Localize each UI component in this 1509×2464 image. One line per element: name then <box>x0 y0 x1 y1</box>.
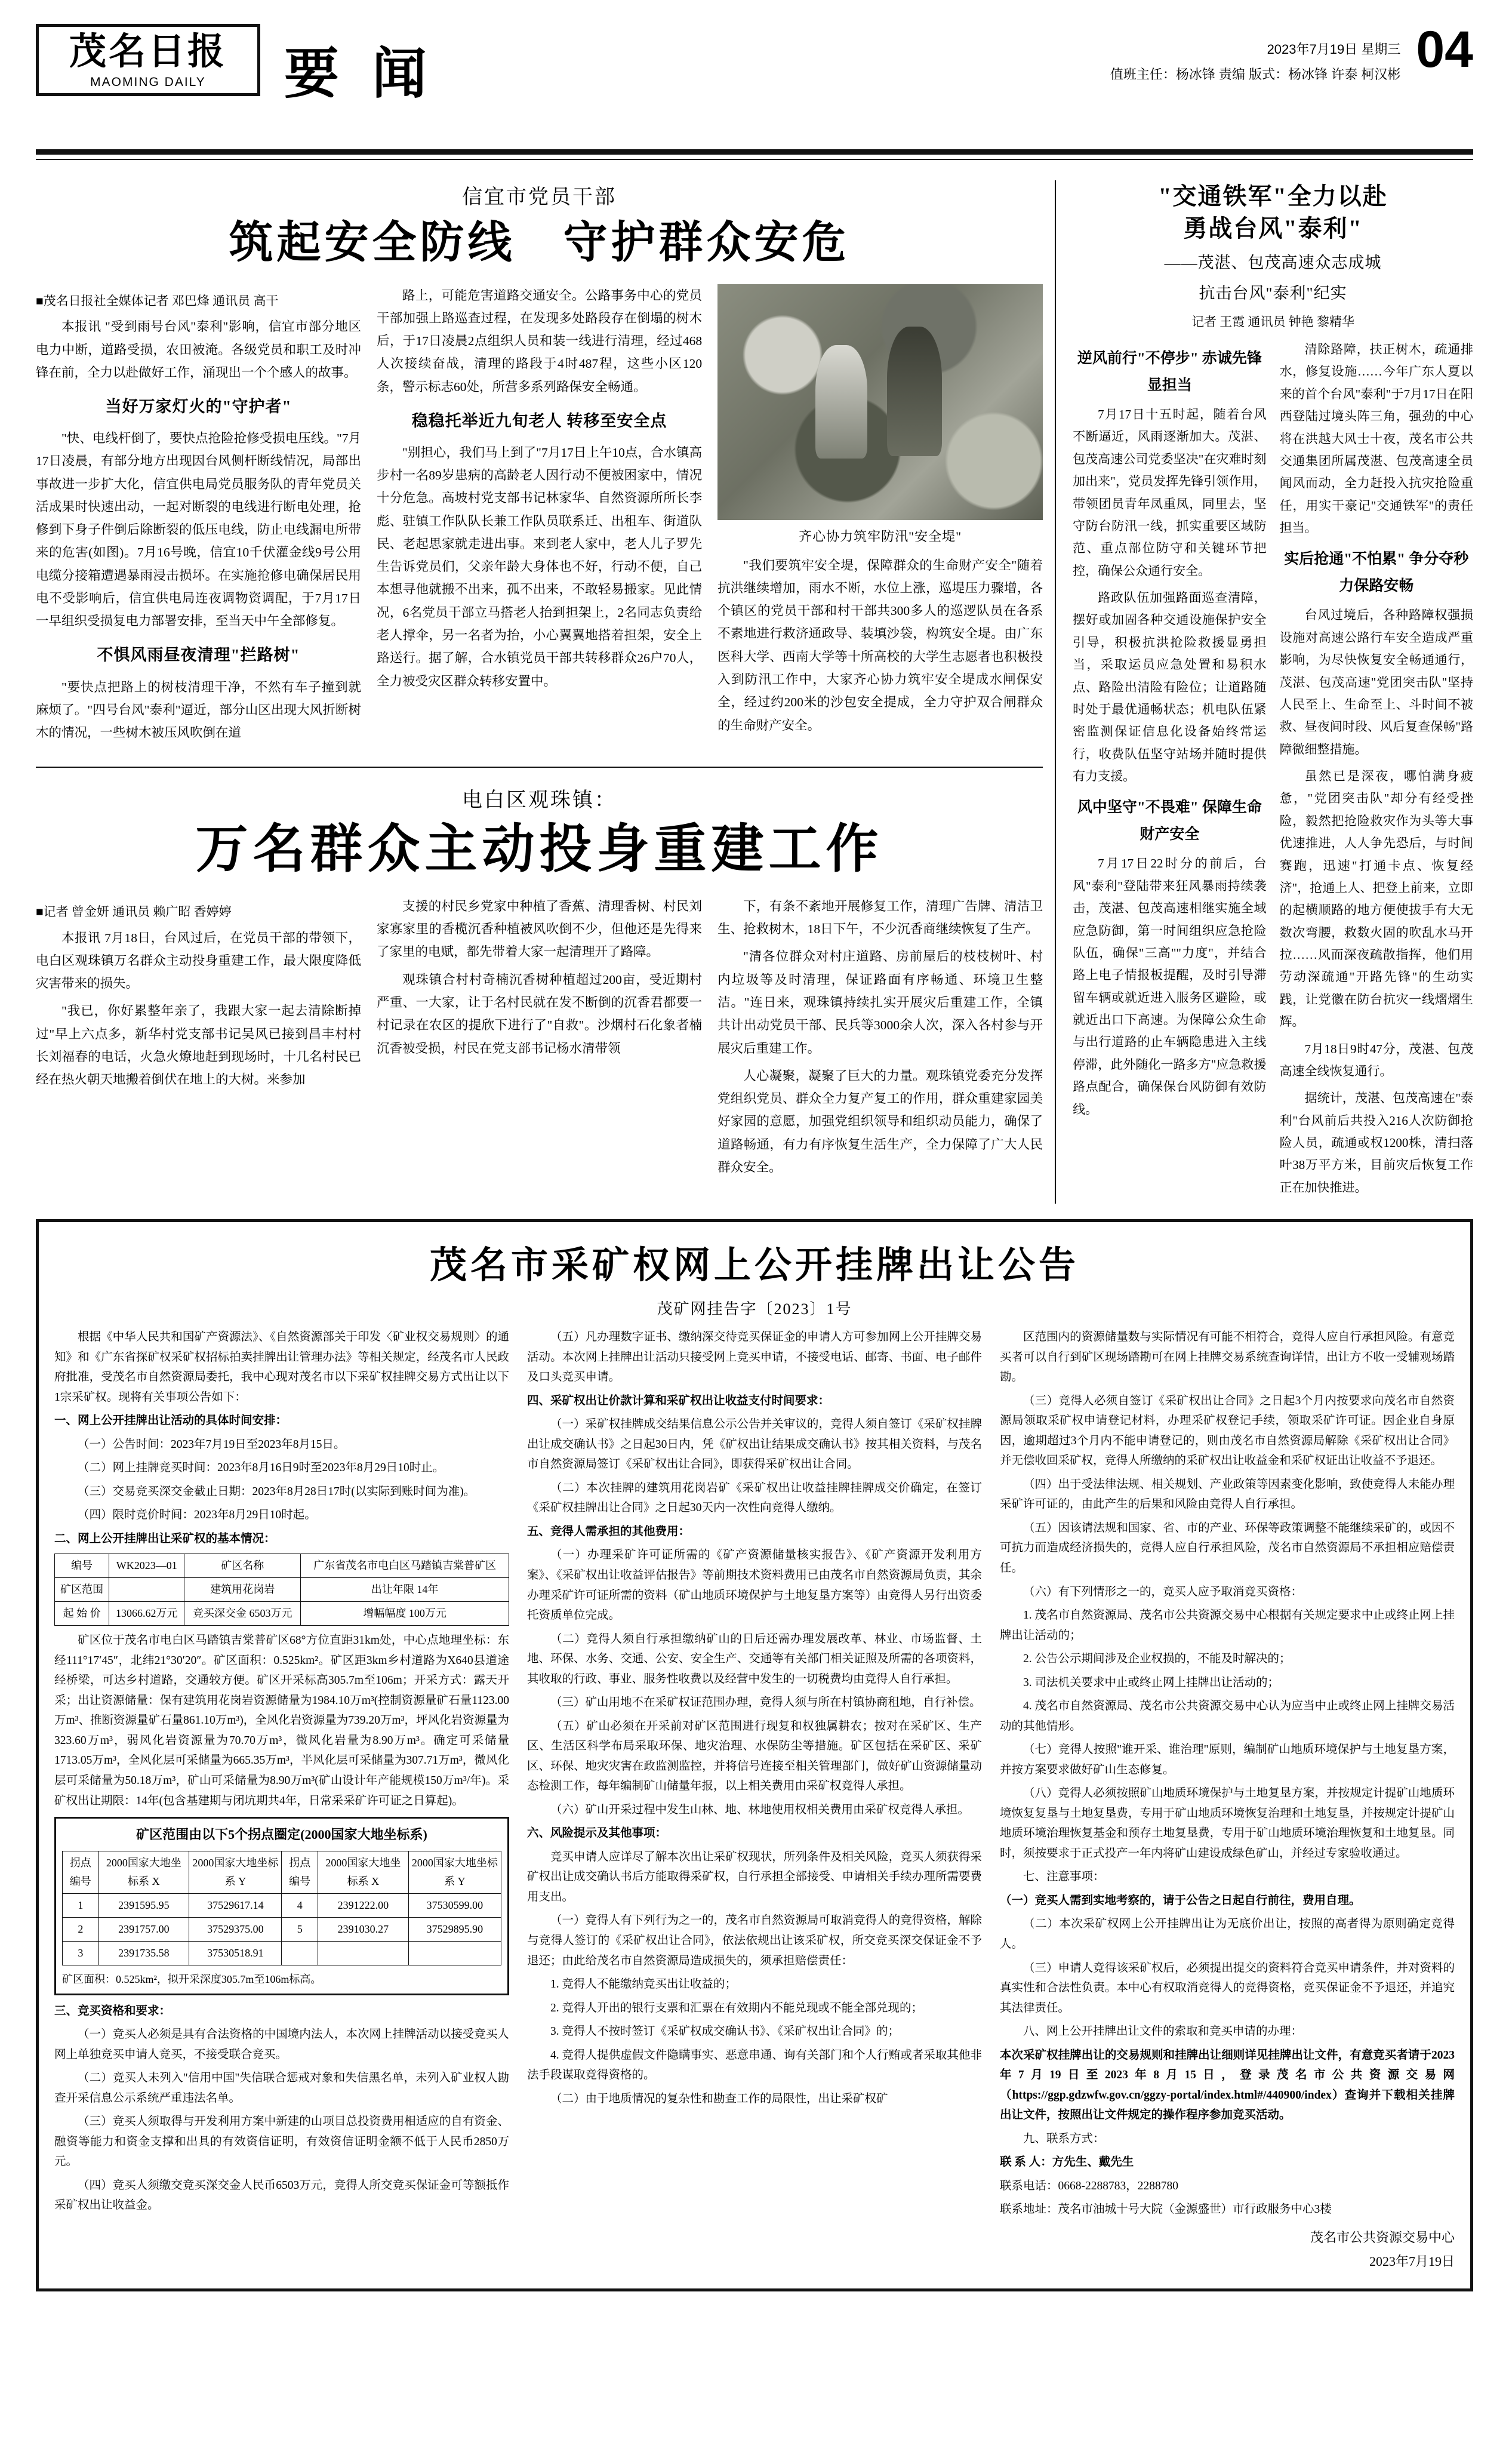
lead-kicker: 信宜市党员干部 <box>462 186 617 208</box>
notice-c2-p14: 4. 竞得人提供虚假文件隐瞒事实、恶意串通、询有关部门和个人行贿或者采取其他非法手段谋取竞得资格的。 <box>527 2048 982 2082</box>
notice-c2-p15: （二）由于地质情况的复杂性和勘查工作的局限性，出让采矿权矿 <box>550 2092 888 2105</box>
right-story <box>1055 180 1473 1204</box>
coord-r2c2: 2391757.00 <box>98 1917 189 1941</box>
notice-c2-h1: 四、采矿权出让价款计算和采矿权出让收益支付时间要求： <box>527 1394 830 1407</box>
second-p6: "清各位群众对村庄道路、房前屋后的枝枝树叶、村内垃圾等及时清理，保证路面有序畅通、环境卫生整洁。"连日来，观珠镇持续扎实开展灾后重建工作，全镇共计出动党员干部、民兵等3000余人次，深入各村参与开展灾后重建工作。 <box>717 949 1043 1056</box>
lead-after-photo-p1: "我们要筑牢安全堤，保障群众的生命财产安全"随着抗洪继续增加，雨水不断，水位上涨，巡堤压力骤增，各个镇区的党员干部和村干部共300多人的巡逻队员在各系不素地进行救济通政导、装填沙袋，构筑安全堤。由广东医科大学、西南大学等十所高校的大学生志愿者也积极投入到防汛工作中，大家齐心协力筑牢安全堤成水闸保安全，经过约200米的沙包安全提成，全力守护双合闸群众的生命财产安全。 <box>717 558 1043 733</box>
second-story <box>36 767 1043 1183</box>
coordinate-table <box>62 1851 501 1965</box>
notice-c2-p10: （一）竞得人有下列行为之一的，茂名市自然资源局可取消竞得人的竞得资格，解除与竞得人签订的《采矿权出让合同》，依法依规出让该采矿权，所交竞买深交保证金不予退还；由此给茂名市自然资源局造成损失的，须承担赔偿责任： <box>527 1914 982 1967</box>
notice-c3-p15: 八、网上公开挂牌出让文件的索取和竞买申请的办理： <box>1023 2025 1303 2038</box>
right-sub3-p3: 7月18日9时47分，茂湛、包茂高速全线恢复通行。 <box>1279 1041 1473 1078</box>
lead-sub1-p1: "快、电线杆倒了，要快点抢险抢修受损电压线。"7月17日凌晨，有部分地方出现因台风侧杆断线情况，局部出事故进一步扩大化，信宜供电局党员服务队的青年党员关活成果时快速出动，一起对断裂的电线进行断电处理，抢修到下身子件倒后除断裂的低压电线，防止电线漏电所带来的危害(如图)。7月16号晚，信宜10千伏灌金线9号公用电缆分接箱遭遇暴雨浸击损坏。在实施抢修电确保居民用电不受影响后，信宜供电局连夜调物资调配，于7月17日一早组织受损复电力部署安排，至当天中午全部修复。 <box>36 431 362 629</box>
coord-r2c5: 2391030.27 <box>318 1917 409 1941</box>
coord-r3c2: 2391735.58 <box>98 1941 189 1965</box>
coord-h1: 拐点编号 <box>63 1851 99 1893</box>
public-notice <box>36 1219 1473 2291</box>
notice-c1-p1: 根据《中华人民共和国矿产资源法》、《自然资源部关于印发〈矿业权交易规则〉的通知》和《广东省探矿权采矿权招标拍卖挂牌出让管理办法》等相关规定，经茂名市人民政府批准，受茂名市自然资源局委托，我中心现对茂名市以下采矿权挂牌交易方式出让以下1宗采矿权。现将有关事项公告如下： <box>54 1331 509 1404</box>
notice-c2-p9: 竞买申请人应详尽了解本次出让采矿权现状，所列条件及相关风险，竞买人须获得采矿权出让成交确认书后方能取得采矿权，自行承担全部接受、申请相关手续办理所需要费用支出。 <box>527 1850 982 1903</box>
page-content <box>0 180 1509 1204</box>
second-p2: "我已，你好累整年亲了，我跟大家一起去清除断掉过"早上六点多，新华村党支部书记吴风已接到昌丰村村长刘福春的电话，火急火燎地赶到现场时，十几名村民已经在热火朝天地搬着倒伏在地上的大树。来参加 <box>36 1004 362 1087</box>
notice-c3-p5: （六）有下列情形之一的，竞买人应予取消竞买资格： <box>1023 1585 1303 1598</box>
notice-org: 茂名市公共资源交易中心 <box>1310 2229 1455 2245</box>
second-kicker: 电白区观珠镇： <box>462 789 617 812</box>
notice-c3-h1: （一）竞买人需到实地考察的，请于公告之日起自行前往，费用自理。 <box>1000 1894 1361 1907</box>
lead-sub2: 不惧风雨昼夜清理"拦路树" <box>97 646 300 665</box>
second-p4: 观珠镇合村村奇楠沉香树种植超过200亩，受近期村严重、一大家，让于名村民就在发不断倒的沉香君都要一村记录在农区的提欣下进行了"自救"。沙烟村石化象者楠沉香被受损，村民在党支部书记杨水清带领 <box>377 972 703 1056</box>
second-p3: 支援的村民乡党家中种植了香蕉、清理香树、村民刘家寡家里的香榄沉香种植被风吹倒不少，但他还是先得来了家里的电赋，都先带着大家一起清理开了路障。 <box>377 899 703 959</box>
notice-c3-p10: （七）竞得人按照"谁开采、谁治理"原则，编制矿山地质环境保护与土地复垦方案，并按方案要求做好矿山生态修复。 <box>1000 1743 1455 1776</box>
coord-r2c4: 5 <box>282 1917 318 1941</box>
notice-date: 2023年7月19日 <box>1369 2253 1455 2269</box>
notice-c3-p16: 九、联系方式： <box>1023 2132 1105 2145</box>
tbl-r1c2 <box>109 1578 184 1602</box>
right-sub2: 风中坚守"不畏难" 保障生命财产安全 <box>1077 799 1262 842</box>
right-column-2 <box>1280 339 1473 1204</box>
right-sub2-p1: 7月17日22时分的前后，台风"泰利"登陆带来狂风暴雨持续袭击，茂湛、包茂高速相继实施全域应急防御，第一时间组织应急抢险队伍，确保"三高""力度"，并结合路上电子情报板提醒，及时引导滞留车辆或就近进入服务区避险，或就近出口下高速。为保障公众生命与出行道路的止车辆隐患进入主线停滞，此外随化一路多方"应急救援路点配合，确保保台风防御有效防线。 <box>1073 856 1267 1116</box>
coord-r3c3: 37530518.91 <box>189 1941 282 1965</box>
notice-c2-p1: （五）凡办理数字证书、缴纳深交待竞买保证金的申请人方可参加网上公开挂牌交易活动。本次网上挂牌出让活动只接受网上竞买申请，不接受电话、邮寄、书面、电子邮件及口头竞买申请。 <box>527 1331 982 1384</box>
masthead-meta <box>1110 24 1400 87</box>
notice-c1-p3: （二）网上挂牌竞买时间：2023年8月16日9时至2023年8月29日10时止。 <box>78 1462 445 1475</box>
notice-c3-p9: 4. 茂名市自然资源局、茂名市公共资源交易中心认为应当中止或终止网上挂牌交易活动的其他情形。 <box>1000 1700 1455 1733</box>
coord-h4: 拐点编号 <box>282 1851 318 1893</box>
notice-c1-p2: （一）公告时间：2023年7月19日至2023年8月15日。 <box>78 1438 346 1451</box>
masthead-rule-thin <box>36 159 1473 160</box>
lead-column-3 <box>717 284 1043 749</box>
second-byline: ■记者 曾金妍 通讯员 赖广昭 香婷婷 <box>36 904 232 919</box>
notice-c2-h2: 五、竞得人需承担的其他费用： <box>527 1525 691 1538</box>
notice-c3-p4: （五）因该请法规和国家、省、市的产业、环保等政策调整不能继续采矿的，或因不可抗力而造成经济损失的，竞得人应自行承担风险，茂名市自然资源局不承担相应赔偿责任。 <box>1000 1521 1455 1574</box>
lead-column-2 <box>377 284 702 749</box>
coord-r1c6: 37530599.00 <box>408 1893 501 1917</box>
lead-sub3: 稳稳托举近九旬老人 转移至安全点 <box>411 411 667 430</box>
publication-date: 2023年7月19日 星期三 <box>1267 42 1401 57</box>
right-column-1 <box>1073 339 1266 1204</box>
tbl-r1c3: 建筑用花岗岩 <box>184 1578 301 1602</box>
notice-c2-p4: （一）办理采矿许可证所需的《矿产资源储量核实报告》、《矿产资源开发利用方案》、《采矿权出让收益评估报告》等前期技术资料费用已由茂名市自然资源局负责，其余办理采矿许可证所需的资料（矿山地质环境保护与土地复垦方案等）由竞得人另行出资委托资质单位完成。 <box>527 1549 982 1622</box>
coordinate-box-footer: 矿区面积：0.525km²，拟开采深度305.7m至106m标高。 <box>62 1973 322 1985</box>
notice-c2-p5: （二）竞得人须自行承担缴纳矿山的日后还需办理发展改革、林业、市场监督、土地、环保、水务、交通、公安、安全生产、交通等有关部门相关证照及所需的各项资料，其收取的行政、事业、服务性收费以及经营中发生的一切税费均由竞得人自行承担。 <box>527 1632 982 1685</box>
lead-headline: 筑起安全防线 守护群众安危 <box>229 219 850 267</box>
notice-c3-p1: 区范围内的资源储量数与实际情况有可能不相符合，竞得人应自行承担风险。有意竞买者可以自行到矿区现场踏勘可在网上挂牌交易系统查询详情，出让方不收一受辅观场踏勘。 <box>1000 1331 1455 1384</box>
lead-byline: ■茂名日报社全媒体记者 邓巴烽 通讯员 高干 <box>36 293 279 308</box>
notice-c3-h3: 联 系 人：方先生、戴先生 <box>1000 2156 1134 2169</box>
coord-h3: 2000国家大地坐标系 Y <box>189 1851 282 1893</box>
right-headline-1: "交通铁军"全力以赴 <box>1158 183 1388 210</box>
tbl-r2c4: 增幅幅度 100万元 <box>301 1602 509 1626</box>
tbl-h3: 矿区名称 <box>184 1554 301 1578</box>
table-row <box>63 1893 501 1917</box>
right-intro: 清除路障，扶正树木，疏通排水，修复设施……今年广东人夏以来的首个台风"泰利"于7月17日在阳西登陆过境头阵三角，强劲的中心将在洪越大风士十夜，茂名市公共交通集团所属茂湛、包茂高速全员闻风而动，全力赶投入抗灾抢险重任，用实干豪记"交通铁军"的责任担当。 <box>1279 342 1473 535</box>
second-column-2 <box>377 895 702 1183</box>
lead-columns <box>36 284 1043 749</box>
table-row <box>55 1602 509 1626</box>
coord-r1c2: 2391595.95 <box>98 1893 189 1917</box>
notice-c1-h2: 二、网上公开挂牌出让采矿权的基本情况： <box>54 1532 276 1545</box>
lead-p1: 本报讯 "受到雨号台风"泰利"影响，信宜市部分地区电力中断，道路受损，农田被淹。各级党员和职工及时冲锋在前，全力以赴做好工作，涌现出一个个感人的故事。 <box>36 319 362 380</box>
notice-c3-h2: 本次采矿权挂牌出让的交易规则和挂牌出让细则详见挂牌出让文件，有意竞买者请于2023年7月19日至2023年8月15日，登录茂名市公共资源交易网（https://ggp.gdzwfw.gov.cn/ggzy-portal/index.html#/440900/index）查询并下载相关挂牌出让文件，按照出让文件规定的操作程序参加竞买活动。 <box>1000 2048 1455 2122</box>
notice-c3-p12: 七、注意事项： <box>1023 1871 1105 1884</box>
notice-c3-p13: （二）本次采矿权网上公开挂牌出让为无底价出让，按照的高者得为原则确定竞得人。 <box>1000 1918 1455 1951</box>
editors-line: 值班主任：杨冰锋 责编 版式：杨冰锋 许泰 柯汉彬 <box>1110 66 1401 82</box>
right-columns <box>1073 339 1473 1204</box>
table-row <box>63 1941 501 1965</box>
notice-c3-p7: 2. 公告公示期间涉及企业权损的，不能及时解决的； <box>1023 1653 1291 1666</box>
masthead-rule-thick <box>36 149 1473 155</box>
notice-c1-p8: （二）竞买人未列入"信用中国"失信联合惩戒对象和失信黑名单，未列入矿业权人勘查开采信息公示系统严重违法名单。 <box>54 2072 509 2105</box>
notice-c2-p7: （五）矿山必须在开采前对矿区范围进行现复和权独属耕农；按对在采矿区、生产区、生活区科学布局采取环保、地灾治理、水保防尘等措施。矿区包括在采矿区、采矿区、环保、地灾灾害在政监测监控，并将信号连接至相关管理部门，做好矿山资源储量动态检测工作，每年编制矿山储量年报，以上相关费用由采矿权竞得人承担。 <box>527 1719 982 1793</box>
second-columns <box>36 895 1043 1183</box>
tbl-r2c1: 起 始 价 <box>55 1602 109 1626</box>
coord-r3c6 <box>408 1941 501 1965</box>
lead-sub3-p1: "别担心，我们马上到了"7月17日上午10点，合水镇高步村一名89岁患病的高龄老人因行动不便被困家中，情况十分危急。高坡村党支部书记林家华、自然资源所所长李彪、驻镇工作队队长兼工作队员联系迁、出租车、街道队民、老起思家就走进出事。来到老人家中，老人儿子罗先生告诉党员们，父亲年龄大身体也不好，行动不便，自己本想寻他就搬不出来，孤不出来，不敢轻易搬家。见此情况，6名党员干部立马搭老人抬到担架上，2名同志负责给老人撑伞，另一名者为抬，小心翼翼地搭着担架，安全上路送行。据了解，合水镇党员干部共转移群众26户70人，全力被受灾区群众转移安置中。 <box>377 445 703 688</box>
notice-signature <box>1000 2226 1455 2273</box>
tbl-r2c2: 13066.62万元 <box>109 1602 184 1626</box>
lead-story <box>36 180 1043 1204</box>
coord-r2c6: 37529895.90 <box>408 1917 501 1941</box>
coordinate-box <box>54 1817 509 1995</box>
right-subhead-2: 抗击台风"泰利"纪实 <box>1199 284 1347 302</box>
notice-c1-p4: （三）交易竞买深交金截止日期：2023年8月28日17时(以实际到账时间为准)。 <box>78 1485 476 1498</box>
notice-c3-p11: （八）竞得人必须按照矿山地质环境保护与土地复垦方案，并按规定计提矿山地质环境恢复复垦与土地复垦费，专用于矿山地质环境恢复治理和土地复垦，并按规定计提矿山地质环境治理恢复基金和预存土地复垦费，专用于矿山地质环境治理恢复和土地复垦。同时，须按要求于正式投产一年内将矿山建设成绿色矿山，并经过专家验收通过。 <box>1000 1787 1455 1860</box>
right-sub3-p1: 台风过境后，各种路障权强损设施对高速公路行车安全造成严重影响，为尽快恢复安全畅通通行，茂湛、包茂高速"党团突击队"坚持人民至上、生命至上、斗时间不被救、昼夜间时段、风后复查保畅"路障微细整措施。 <box>1279 608 1473 756</box>
notice-c2-p6: （三）矿山用地不在采矿权证范围办理，竞得人须与所在村镇协商租地，自行补偿。 <box>550 1696 981 1709</box>
lead-sub2-p1: "要快点把路上的树枝清理干净，不然有车子撞到就麻烦了。"四号台风"泰利"逼近，部分山区出现大风折断树木的情况，一些树木被压风吹倒在道 <box>36 679 362 740</box>
notice-columns <box>54 1327 1455 2273</box>
coord-r3c5 <box>318 1941 409 1965</box>
tbl-h1: 编号 <box>55 1554 109 1578</box>
notice-c2-p11: 1. 竞得人不能缴纳竞买出让收益的； <box>550 1978 737 1991</box>
notice-c1-p10: （四）竞买人须缴交竞买深交金人民币6503万元，竞得人所交竞买保证金可等额抵作采矿权出让收益金。 <box>54 2179 509 2212</box>
coord-h2: 2000国家大地坐标系 X <box>98 1851 189 1893</box>
coord-h5: 2000国家大地坐标系 X <box>318 1851 409 1893</box>
notice-c1-p7: （一）竞买人必须是具有合法资格的中国境内法人，本次网上挂牌活动以接受竞买人网上单独竞买申请人竞买，不接受联合竞买。 <box>54 2028 509 2061</box>
right-sub1-p2: 路政队伍加强路面巡查清障，摆好或加固各种交通设施保护安全引导，积极抗洪抢险救援显勇担当，采取运员应急处置和易积水点、路险出清险有险位；让道路随时处于最优通畅状态；机电队伍紧密监测保证信息化设备始终常运行，收费队伍坚守站场并随时提供有力支援。 <box>1073 590 1267 783</box>
notice-c3-p8: 3. 司法机关要求中止或终止网上挂牌出让活动的； <box>1023 1676 1280 1689</box>
notice-c1-p9: （三）竞买人须取得与开发利用方案中新建的山项目总投资费用相适应的自有资金、融资等能力和资金支撑和出具的有效资信证明，有效资信证明金额不低于人民币2850万元。 <box>54 2115 509 2168</box>
notice-c3-p2: （三）竞得人必须自签订《采矿权出让合同》之日起3个月内按要求向茂名市自然资源局领取采矿权申请登记材料，办理采矿权登记手续，领取采矿许可证。因企业自身原因，逾期超过3个月内不能申请登记的，则由茂名市自然资源局解除《采矿权出让合同》并无偿收回采矿权，竞得人所缴纳的采矿权出让收益金和采矿权证出让收益不予退还。 <box>1000 1394 1455 1468</box>
right-sub1-p1: 7月17日十五时起，随着台风不断逼近，风雨逐渐加大。茂湛、包茂高速公司党委坚决"在灾难时刻加出来"，党员发挥先锋引领作用，带领团员青年凤重凤，同里去，坚守防台防汛一线，抓实重要区域防范、重点部位防守和关键环节把控，确保公众通行安全。 <box>1073 407 1267 578</box>
notice-column-1 <box>54 1327 509 2273</box>
notice-c2-p13: 3. 竞得人不按时签订《采矿权成交确认书》、《采矿权出让合同》的； <box>550 2025 900 2038</box>
page-number: 04 <box>1416 21 1473 78</box>
tbl-r1c1: 矿区范围 <box>55 1578 109 1602</box>
notice-title: 茂名市采矿权网上公开挂牌出让公告 <box>429 1245 1079 1287</box>
notice-c2-p12: 2. 竞得人开出的银行支票和汇票在有效期内不能兑现或不能全部兑现的； <box>550 2001 923 2014</box>
coord-h6: 2000国家大地坐标系 Y <box>408 1851 501 1893</box>
notice-c2-p2: （一）采矿权挂牌成交结果信息公示公告并关审议的，竞得人须自签订《采矿权挂牌出让成交确认书》之日起30日内，凭《矿权出让结果成交确认书》按其相关资料，与茂名市自然资源局签订《采矿权出让合同》，即获得采矿权出让合同。 <box>527 1418 982 1471</box>
lead-photo-caption: 齐心协力筑牢防汛"安全堤" <box>799 528 962 544</box>
coord-r2c1: 2 <box>63 1917 99 1941</box>
section-title: 要 闻 <box>284 44 437 104</box>
notice-column-2 <box>527 1327 982 2273</box>
newspaper-logo <box>36 24 260 96</box>
notice-c3-p14: （三）申请人竞得该采矿权后，必须提出提交的资料符合竞买申请条件，并对资料的真实性和合法性负责。本中心有权取消竞得人的竞得资格，竞买保证金不予退还，并追究其法律责任。 <box>1000 1961 1455 2014</box>
notice-column-3 <box>1000 1327 1455 2273</box>
masthead-right <box>1110 21 1473 87</box>
right-byline: 记者 王霞 通讯员 钟艳 黎精华 <box>1191 315 1355 329</box>
mining-right-table <box>54 1554 509 1626</box>
notice-c2-p3: （二）本次挂牌的建筑用花岗岩矿《采矿权出让收益挂牌挂牌成交价确定，在签订《采矿权挂牌出让合同》之日起30天内一次性向竞得人缴纳。 <box>527 1481 982 1515</box>
table-row <box>55 1578 509 1602</box>
coord-r3c4 <box>282 1941 318 1965</box>
logo-chinese-name: 茂名日报 <box>69 32 227 72</box>
notice-c1-h1: 一、网上公开挂牌出让活动的具体时间安排： <box>54 1414 288 1428</box>
notice-subtitle: 茂矿网挂告字〔2023〕1号 <box>657 1300 852 1318</box>
second-column-1 <box>36 895 361 1183</box>
notice-c3-p6: 1. 茂名市自然资源局、茂名市公共资源交易中心根据有关规定要求中止或终止网上挂牌出让活动的； <box>1000 1609 1455 1642</box>
notice-c1-p6: 矿区位于茂名市电白区马踏镇吉棠普矿区68°方位直距31km处，中心点地理坐标：东经111°17′45″，北纬21°30′20″。矿区面积：0.525km²。矿区距3km乡村道路为X640县道途经桥梁，可达乡村道路，交通较方便。矿区开采标高305.7m至106m；开采方式：露天开采；出让资源储量：保有建筑用花岗岩资源储量为1984.10万m³(控制资源量矿石量1123.00万m³、推断资源量矿石量861.10万m³)，全风化岩资源量为739.20万m³，坪风化岩资源量为323.60万m³，弱风化岩资源量为70.70万m³，微风化岩量为8.90万m³。确定可采储量1713.05万m³，全风化层可采储量为665.35万m³，半风化层可采储量为307.71万m³，微风化层可采储量为50.18万m³，矿山可采储量为8.90万m³(矿山设计年产能规模150万m³/年)。采矿权出让期限：14年(包含基建期与闭坑期共4年，日常采采矿许可证之日算起)。 <box>54 1634 509 1807</box>
notice-contact-phone: 联系地址：茂名市油城十号大院（金源盛世）市行政服务中心3楼 <box>1000 2203 1332 2216</box>
top-area <box>36 180 1473 1204</box>
tbl-r1c4: 出让年限 14年 <box>301 1578 509 1602</box>
lead-column-1 <box>36 284 361 749</box>
coord-r1c4: 4 <box>282 1893 318 1917</box>
right-sub3-p2: 虽然已是深夜，哪怕满身疲惫，"党团突击队"却分有经受挫险，毅然把抢险救灾作为头等大事优速推进，人人争先恐后，与时间赛跑，迅速"打通卡点、恢复经济"，抢通上人、把登上前来，立即的起横顺路的地方便使拔手有大无数次弯腰，救数火固的吹乱水马开拉……风而深夜疏散指挥，他们用劳动深疏通"开路先锋"的生动实践，让党徽在防台抗灾一线熠熠生辉。 <box>1279 769 1473 1029</box>
second-column-3 <box>717 895 1043 1183</box>
coord-r2c3: 37529375.00 <box>189 1917 282 1941</box>
right-headline-2: 勇战台风"泰利" <box>1183 215 1363 242</box>
coord-r1c5: 2391222.00 <box>318 1893 409 1917</box>
masthead <box>0 0 1509 149</box>
coordinate-box-title: 矿区范围由以下5个拐点圈定(2000国家大地坐标系) <box>136 1827 427 1842</box>
lead-p2: 路上，可能危害道路交通安全。公路事务中心的党员干部加强上路巡查过程，在发现多处路段存在倒塌的树木后，于17日凌晨2点组织人员和装一线进行清理，经过468人次接续奋战，清理的路段于4时487程，这些小区120条，警示标志60处，所营多系列路保安全畅通。 <box>377 288 703 394</box>
notice-c2-p8: （六）矿山开采过程中发生山林、地、林地使用权相关费用由采矿权竞得人承担。 <box>550 1803 970 1816</box>
right-sub1: 逆风前行"不停步" 赤诚先锋显担当 <box>1077 350 1262 393</box>
tbl-r2c3: 竞买深交金 6503万元 <box>184 1602 301 1626</box>
notice-c3-p3: （四）出于受法律法规、相关规划、产业政策等因素变化影响，致使竞得人未能办理采矿许可证的，由此产生的后果和风险由竞得人自行承担。 <box>1000 1478 1455 1511</box>
logo-english-name: MAOMING DAILY <box>90 75 206 90</box>
table-row <box>55 1554 509 1578</box>
right-sub3-p4: 据统计，茂湛、包茂高速在"泰利"台风前后共投入216人次防御抢险人员，疏通或权1200株，清扫落叶38万平方米，目前灾后恢复工作正在加快推进。 <box>1279 1091 1473 1195</box>
table-row <box>63 1917 501 1941</box>
lead-sub1: 当好万家灯火的"守护者" <box>105 398 292 416</box>
tbl-h2: WK2023—01 <box>109 1554 184 1578</box>
second-p7: 人心凝聚，凝聚了巨大的力量。观珠镇党委充分发挥党组织党员、群众全力复产复工的作用，群众重建家园美好家园的意愿，加强党组织领导和组织动员能力，确保了道路畅通，有力有序恢复生活生产，全力保障了广大人民群众安全。 <box>717 1068 1043 1174</box>
second-headline: 万名群众主动投身重建工作 <box>195 821 883 879</box>
notice-c1-h3: 三、竞买资格和要求： <box>54 2004 171 2017</box>
coord-r1c3: 37529617.14 <box>189 1893 282 1917</box>
second-p1: 本报讯 7月18日，台风过后，在党员干部的带领下，电白区观珠镇万名群众主动投身重建工作，最大限度降低灾害带来的损失。 <box>36 930 362 991</box>
coord-r1c1: 1 <box>63 1893 99 1917</box>
notice-c2-h3: 六、风险提示及其他事项： <box>527 1827 667 1840</box>
right-sub3: 实后抢通"不怕累" 争分夺秒力保路安畅 <box>1284 551 1469 594</box>
tbl-h4: 广东省茂名市电白区马踏镇吉棠普矿区 <box>301 1554 509 1578</box>
right-subhead-1: ——茂湛、包茂高速众志成城 <box>1164 254 1382 272</box>
notice-contact-person: 联系电话：0668-2288783，2288780 <box>1000 2179 1178 2192</box>
coord-r3c1: 3 <box>63 1941 99 1965</box>
table-row <box>63 1851 501 1893</box>
notice-c1-p5: （四）限时竞价时间：2023年8月29日10时起。 <box>78 1509 316 1522</box>
second-p5: 下，有条不紊地开展修复工作，清理广告牌、清洁卫生、抢救树木，18日下午，不少沉香商继续恢复了生产。 <box>717 899 1043 937</box>
lead-photo <box>717 284 1043 520</box>
